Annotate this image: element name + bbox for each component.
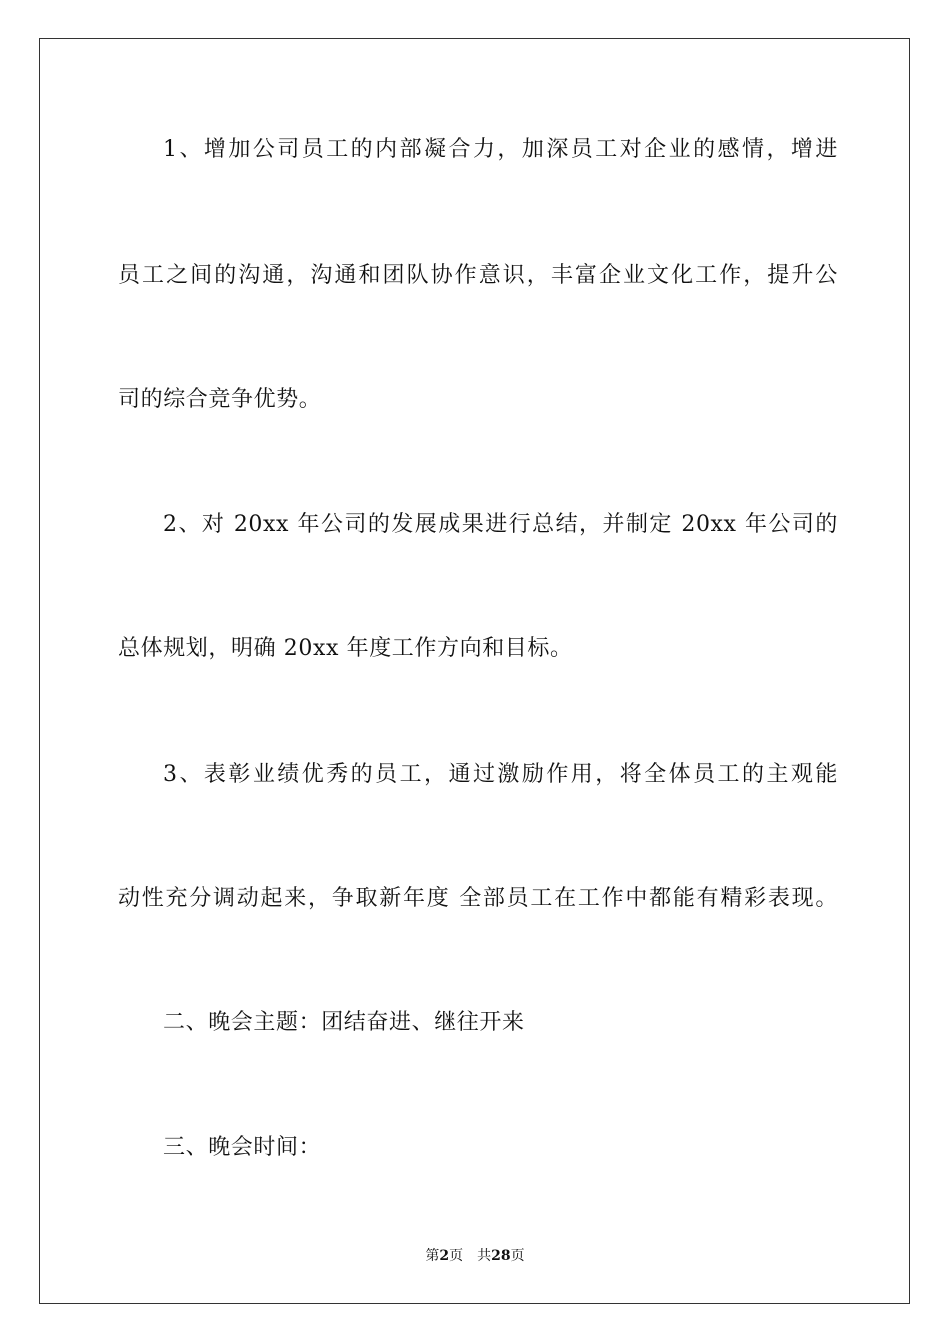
- section-2-heading: 二、晚会主题：团结奋进、继往开来: [163, 1010, 525, 1035]
- paragraph-3-line-2: 动性充分调动起来，争取新年度 全部员工在工作中都能有精彩表现。: [118, 886, 838, 911]
- footer-total-prefix: 共: [477, 1248, 492, 1264]
- page-border: [39, 38, 910, 1304]
- paragraph-1-line-1: 1、增加公司员工的内部凝合力，加深员工对企业的感情，增进: [163, 137, 838, 162]
- paragraph-1-line-2: 员工之间的沟通，沟通和团队协作意识，丰富企业文化工作，提升公: [118, 263, 838, 288]
- footer-page-number: 2: [439, 1248, 450, 1264]
- footer-total-pages: 28: [491, 1248, 511, 1264]
- page-footer: [0, 1247, 950, 1265]
- paragraph-3-line-1: 3、表彰业绩优秀的员工，通过激励作用，将全体员工的主观能: [163, 762, 838, 787]
- paragraph-2-line-2: 总体规划，明确 20xx 年度工作方向和目标。: [118, 636, 573, 661]
- footer-total-suffix: 页: [510, 1248, 525, 1264]
- section-3-heading: 三、晚会时间：: [163, 1135, 322, 1160]
- footer-page-suffix: 页: [449, 1248, 464, 1264]
- paragraph-1-line-3: 司的综合竞争优势。: [118, 387, 322, 412]
- paragraph-2-line-1: 2、对 20xx 年公司的发展成果进行总结，并制定 20xx 年公司的: [163, 512, 838, 537]
- footer-prefix: 第: [425, 1248, 440, 1264]
